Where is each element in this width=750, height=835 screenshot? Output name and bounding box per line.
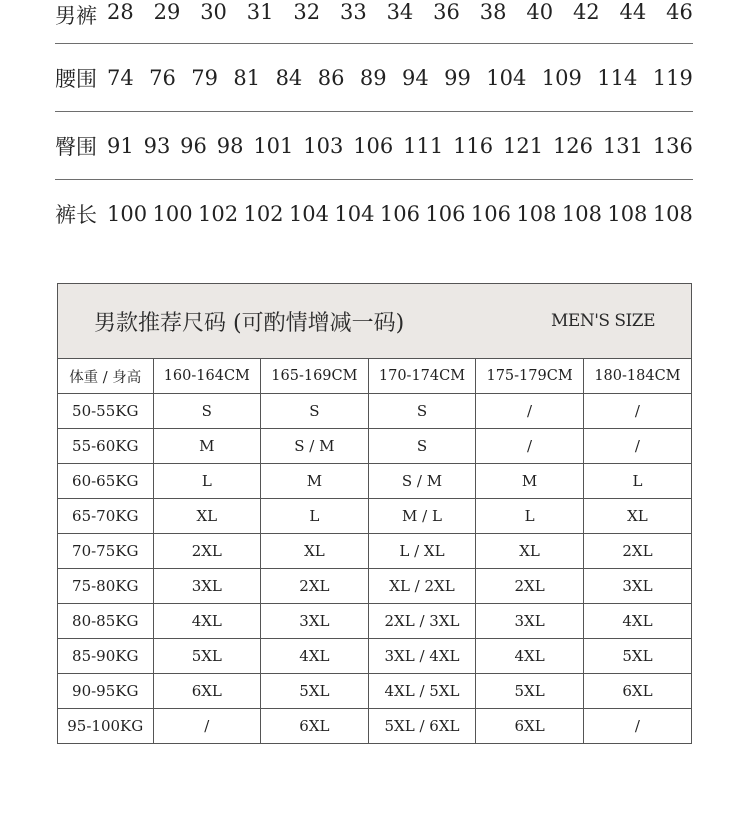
table-cell: 55-60KG bbox=[58, 429, 153, 464]
table-cell: 2XL bbox=[476, 569, 584, 604]
size-list-value: 108 bbox=[607, 202, 648, 226]
table-cell: L bbox=[476, 499, 584, 534]
table-header-cell: 体重 / 身高 bbox=[58, 359, 153, 394]
size-list-value: 108 bbox=[652, 202, 693, 226]
size-list-row bbox=[55, 112, 693, 180]
table-cell: 3XL / 4XL bbox=[368, 639, 476, 674]
size-list-value: 114 bbox=[597, 65, 638, 90]
size-list-values bbox=[107, 66, 693, 90]
table-row bbox=[58, 429, 691, 464]
table-cell: 5XL bbox=[476, 674, 584, 709]
table-row bbox=[58, 534, 691, 569]
table-row bbox=[58, 569, 691, 604]
size-list-values bbox=[107, 134, 693, 158]
size-list-value: 111 bbox=[403, 133, 444, 158]
size-list-value: 44 bbox=[619, 0, 647, 24]
table-cell: XL bbox=[153, 499, 261, 534]
size-list-value: 38 bbox=[479, 0, 507, 24]
table-row bbox=[58, 464, 691, 499]
table-cell: 4XL / 5XL bbox=[368, 674, 476, 709]
table-cell: 70-75KG bbox=[58, 534, 153, 569]
size-list-value: 81 bbox=[233, 65, 261, 90]
table-cell: 6XL bbox=[153, 674, 261, 709]
table-cell: 75-80KG bbox=[58, 569, 153, 604]
table-cell: 95-100KG bbox=[58, 709, 153, 744]
size-list-value: 28 bbox=[107, 0, 134, 24]
size-list-value: 94 bbox=[401, 65, 429, 90]
table-cell: S bbox=[153, 394, 261, 429]
table-cell: L bbox=[261, 499, 369, 534]
table-cell: 85-90KG bbox=[58, 639, 153, 674]
table-row bbox=[58, 674, 691, 709]
table-cell: S / M bbox=[261, 429, 369, 464]
table-cell: 4XL bbox=[261, 639, 369, 674]
size-list-label: 裤长 bbox=[55, 203, 97, 227]
size-list-value: 106 bbox=[353, 133, 394, 158]
size-list-value: 104 bbox=[486, 65, 527, 90]
size-recommendation-chart bbox=[57, 283, 692, 744]
table-header-cell: 160-164CM bbox=[153, 359, 261, 394]
size-list-value: 42 bbox=[572, 0, 600, 24]
table-cell: 3XL bbox=[261, 604, 369, 639]
table-cell: 3XL bbox=[476, 604, 584, 639]
size-list-value: 96 bbox=[180, 133, 207, 158]
table-header-cell: 180-184CM bbox=[583, 359, 691, 394]
table-row bbox=[58, 709, 691, 744]
size-list-value: 36 bbox=[433, 0, 460, 24]
size-list-row bbox=[55, 180, 693, 248]
size-list-value: 76 bbox=[149, 65, 176, 90]
size-list-value: 131 bbox=[602, 133, 643, 158]
table-row bbox=[58, 499, 691, 534]
size-list-value: 106 bbox=[470, 202, 511, 226]
table-cell: M / L bbox=[368, 499, 476, 534]
table-cell: 4XL bbox=[583, 604, 691, 639]
table-cell: 5XL bbox=[261, 674, 369, 709]
size-measurement-list bbox=[55, 0, 693, 248]
size-list-value: 32 bbox=[293, 0, 321, 24]
table-cell: 2XL / 3XL bbox=[368, 604, 476, 639]
table-cell: 6XL bbox=[476, 709, 584, 744]
chart-title: 男款推荐尺码 (可酌情增减一码) bbox=[94, 310, 405, 336]
size-list-value: 30 bbox=[200, 0, 227, 24]
table-cell: M bbox=[476, 464, 584, 499]
table-cell: XL / 2XL bbox=[368, 569, 476, 604]
table-cell: XL bbox=[261, 534, 369, 569]
size-list-label: 臀围 bbox=[55, 134, 97, 159]
size-list-value: 108 bbox=[561, 202, 602, 226]
table-header-cell: 170-174CM bbox=[368, 359, 476, 394]
size-list-value: 29 bbox=[153, 0, 181, 24]
size-list-value: 31 bbox=[246, 0, 274, 24]
table-cell: / bbox=[583, 709, 691, 744]
table-cell: 6XL bbox=[261, 709, 369, 744]
size-list-value: 93 bbox=[143, 133, 171, 158]
size-list-label: 腰围 bbox=[55, 66, 97, 91]
size-list-value: 40 bbox=[526, 0, 554, 24]
table-cell: 3XL bbox=[153, 569, 261, 604]
table-cell: S bbox=[368, 429, 476, 464]
size-list-value: 104 bbox=[288, 202, 330, 226]
table-cell: 5XL / 6XL bbox=[368, 709, 476, 744]
table-cell: L bbox=[583, 464, 691, 499]
size-list-value: 100 bbox=[152, 202, 193, 226]
size-list-value: 104 bbox=[334, 202, 375, 226]
size-list-value: 84 bbox=[275, 65, 303, 90]
size-list-value: 86 bbox=[317, 65, 345, 90]
chart-subtitle: MEN'S SIZE bbox=[551, 311, 655, 331]
size-list-label: 男裤 bbox=[55, 4, 97, 28]
table-header-cell: 165-169CM bbox=[261, 359, 369, 394]
size-list-value: 101 bbox=[253, 133, 294, 158]
table-cell: 4XL bbox=[476, 639, 584, 674]
size-list-value: 109 bbox=[541, 65, 582, 90]
table-cell: / bbox=[583, 394, 691, 429]
table-cell: / bbox=[583, 429, 691, 464]
table-cell: XL bbox=[583, 499, 691, 534]
size-list-value: 74 bbox=[107, 65, 134, 90]
size-list-value: 98 bbox=[216, 133, 244, 158]
size-list-value: 116 bbox=[453, 133, 494, 158]
size-list-value: 136 bbox=[652, 133, 693, 158]
table-cell: 65-70KG bbox=[58, 499, 153, 534]
table-cell: 5XL bbox=[583, 639, 691, 674]
table-cell: 2XL bbox=[583, 534, 691, 569]
table-cell: 5XL bbox=[153, 639, 261, 674]
table-cell: L / XL bbox=[368, 534, 476, 569]
size-list-value: 106 bbox=[425, 202, 466, 226]
size-list-values bbox=[107, 0, 693, 24]
table-cell: 2XL bbox=[153, 534, 261, 569]
size-list-value: 119 bbox=[652, 65, 693, 90]
size-list-value: 102 bbox=[197, 202, 239, 226]
table-row bbox=[58, 639, 691, 674]
table-cell: XL bbox=[476, 534, 584, 569]
size-list-value: 79 bbox=[191, 65, 219, 90]
size-list-values bbox=[107, 202, 693, 226]
table-header-row bbox=[58, 359, 691, 394]
table-cell: / bbox=[476, 394, 584, 429]
size-list-value: 108 bbox=[516, 202, 557, 226]
table-cell: 60-65KG bbox=[58, 464, 153, 499]
chart-header bbox=[58, 284, 691, 359]
table-cell: M bbox=[153, 429, 261, 464]
table-cell: 50-55KG bbox=[58, 394, 153, 429]
size-list-value: 126 bbox=[552, 133, 594, 158]
size-list-value: 33 bbox=[339, 0, 367, 24]
table-cell: S / M bbox=[368, 464, 476, 499]
size-list-row bbox=[55, 0, 693, 44]
table-cell: L bbox=[153, 464, 261, 499]
size-list-value: 121 bbox=[503, 133, 544, 158]
size-list-value: 89 bbox=[359, 65, 387, 90]
size-list-row bbox=[55, 44, 693, 112]
table-cell: S bbox=[261, 394, 369, 429]
size-table bbox=[58, 359, 691, 743]
size-list-value: 102 bbox=[243, 202, 284, 226]
table-cell: 80-85KG bbox=[58, 604, 153, 639]
size-list-value: 34 bbox=[386, 0, 414, 24]
table-cell: 2XL bbox=[261, 569, 369, 604]
size-list-value: 100 bbox=[107, 202, 148, 226]
table-row bbox=[58, 394, 691, 429]
table-cell: S bbox=[368, 394, 476, 429]
size-list-value: 46 bbox=[666, 0, 693, 24]
table-row bbox=[58, 604, 691, 639]
table-cell: 3XL bbox=[583, 569, 691, 604]
table-header-cell: 175-179CM bbox=[476, 359, 584, 394]
table-cell: M bbox=[261, 464, 369, 499]
size-list-value: 106 bbox=[379, 202, 420, 226]
size-list-value: 99 bbox=[444, 65, 471, 90]
table-cell: 6XL bbox=[583, 674, 691, 709]
size-list-value: 91 bbox=[107, 133, 134, 158]
table-cell: 4XL bbox=[153, 604, 261, 639]
table-cell: / bbox=[153, 709, 261, 744]
table-cell: / bbox=[476, 429, 584, 464]
size-list-value: 103 bbox=[303, 133, 344, 158]
table-cell: 90-95KG bbox=[58, 674, 153, 709]
